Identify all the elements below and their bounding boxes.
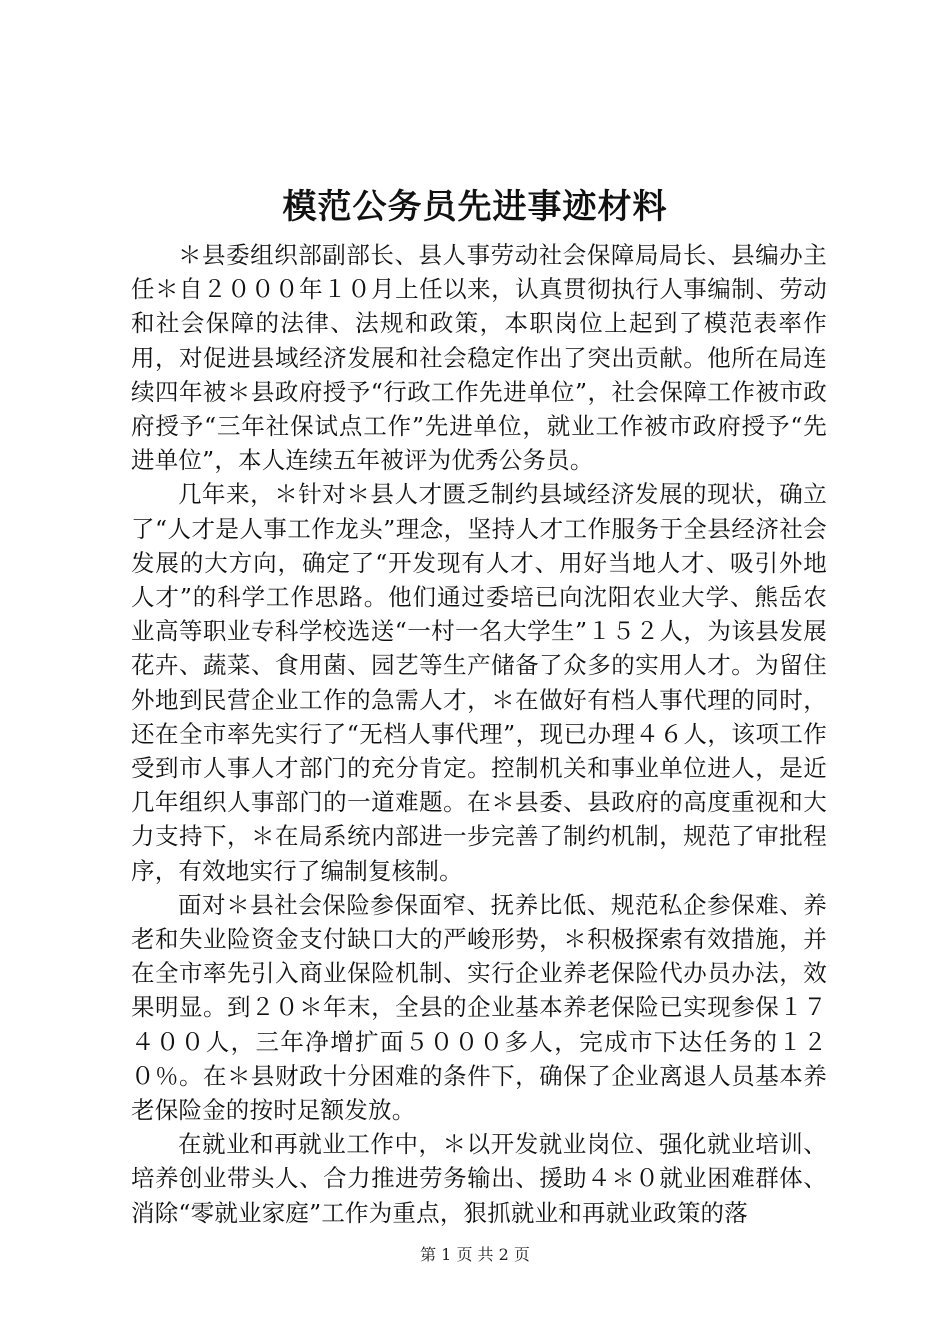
document-title: 模范公务员先进事迹材料 [282, 187, 668, 227]
paragraph-3: 面对＊县社会保险参保面窄、抚养比低、规范私企参保难、养老和失业险资金支付缺口大的严峻形势，＊积极探索有效措施，并在全市率先引入商业保险机制、实行企业养老保险代办员办法，效果明显。到２０＊年末，全县的企业基本养老保险已实现参保１７４００人，三年净增扩面５０００多人，完成市下达任务的１２０％。在＊县财政十分困难的条件下，确保了企业离退人员基本养老保险金的按时足额发放。 [131, 890, 827, 1125]
page-footer: 第 1 页 共 2 页 [420, 1245, 530, 1264]
document-body [131, 238, 827, 1230]
paragraph-4: 在就业和再就业工作中，＊以开发就业岗位、强化就业培训、培养创业带头人、合力推进劳务输出、援助４＊０就业困难群体、消除“零就业家庭”工作为重点，狠抓就业和再就业政策的落 [131, 1130, 827, 1227]
paragraph-1: ＊县委组织部副部长、县人事劳动社会保障局局长、县编办主任＊自２０００年１０月上任以来，认真贯彻执行人事编制、劳动和社会保障的法律、法规和政策，本职岗位上起到了模范表率作用，对促进县域经济发展和社会稳定作出了突出贡献。他所在局连续四年被＊县政府授予“行政工作先进单位”，社会保障工作被市政府授予“三年社保试点工作”先进单位，就业工作被市政府授予“先进单位”，本人连续五年被评为优秀公务员。 [131, 241, 827, 475]
paragraph-2: 几年来，＊针对＊县人才匮乏制约县域经济发展的现状，确立了“人才是人事工作龙头”理念，坚持人才工作服务于全县经济社会发展的大方向，确定了“开发现有人才、用好当地人才、吸引外地人才”的科学工作思路。他们通过委培已向沈阳农业大学、熊岳农业高等职业专科学校选送“一村一名大学生”１５２人，为该县发展花卉、蔬菜、食用菌、园艺等生产储备了众多的实用人才。为留住外地到民营企业工作的急需人才，＊在做好有档人事代理的同时，还在全市率先实行了“无档人事代理”，现已办理４６人，该项工作受到市人事人才部门的充分肯定。控制机关和事业单位进人，是近几年组织人事部门的一道难题。在＊县委、县政府的高度重视和大力支持下，＊在局系统内部进一步完善了制约机制，规范了审批程序，有效地实行了编制复核制。 [131, 480, 827, 885]
